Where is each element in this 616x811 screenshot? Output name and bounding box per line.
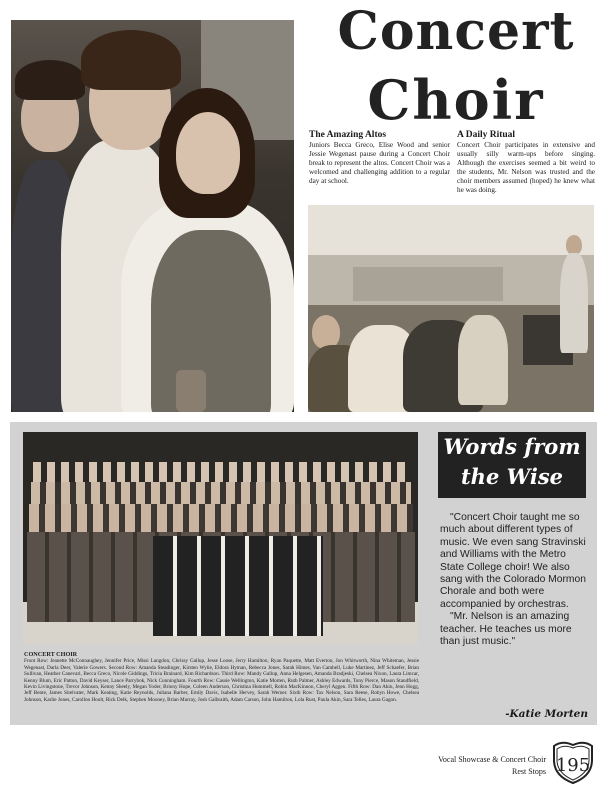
quote-paragraph-1: "Concert Choir taught me so much about different types of music. We even sang Stravinski and Williams with the Metro State College choir! We also sang with the Colorado Mormon Chorale and both were accompanied by orchestras. bbox=[440, 512, 586, 610]
roster bbox=[24, 652, 419, 703]
group-photo bbox=[23, 432, 418, 644]
quote bbox=[440, 512, 588, 648]
caption-ritual bbox=[457, 130, 595, 195]
footer-section bbox=[410, 754, 546, 778]
roster-title: CONCERT CHOIR bbox=[24, 651, 78, 658]
altos-photo bbox=[11, 20, 294, 412]
wise-heading-line2: the Wise bbox=[460, 464, 564, 489]
page-number-shield bbox=[550, 740, 596, 784]
quote-author: -Katie Morten bbox=[505, 708, 588, 720]
warmup-photo bbox=[308, 205, 594, 412]
footer-line2: Rest Stops bbox=[511, 767, 546, 776]
quote-paragraph-2: "Mr. Nelson is an amazing teacher. He teaches us more than just music." bbox=[440, 611, 572, 648]
footer-line1: Vocal Showcase & Concert Choir bbox=[438, 755, 546, 764]
roster-text: Front Row: Jeanette McConnaughey, Jennifer Price, Missi Langdon, Chrissy Gallup, Jesse Loose, Jerry Hamilton, Ryan Paquette, Matt Everton, Jon Whitworth, Nina Whiteman, Jessie Wegenast, Darla Deer, Valerie Gowers. Second Row: Amanda Steadinger, Kirsten Wylie, Eldora Hyman, Rebecca Jones, Sarah Himes, Van Cambell, Luke Martinez, Jeff Schaefer, Brian Sullivan, Heather Canevari, Becca Greco, Nicole Giddings, Tricia Brainard, Kim Richardson. Third Row: Mandy Gallup, Anna Helgesen, Amanda Bradjeski, Chelsea Nixon, Laura Limcar, Kenny Blum, Eric Patton, David Keyser, Lance Parrybok, Nick Cunningham. Fourth Row: Cassie Wellington, Katie Morten, Ruth Palmer, Ashley Edwards, Tony Pierce, Mason Standfield, Kevin Livingstone, Trevor Johnson, Kenny Sheely, Megan Yoder, Briony Hope, Coleen Anderson, Christina Hummell, Robin MacKinnon, Cheryl Aggen. Fifth Row: Dan Akin, Jenn Hogg, Jeff Bente, James Sitelvater, Mark Keating, Katie Reynolds, Juliana Barber, Emily Davis, Isabelle Hervey, Sarah Werner. Sixth Row: Tax Nelson, Sara Reese, Robyn Howe, Chelsea Johnson, Karlie Jones, Carollon Hoult, Rick Delk, Stephen Mooney, Brian Murray, Josh Galbraith, Adam Carson, John Hamilton, Lola Rust, Paula Akin, Sara Telles, Laura Gagon. bbox=[24, 658, 419, 703]
wise-heading bbox=[438, 432, 586, 498]
caption-altos-heading: The Amazing Altos bbox=[309, 130, 387, 140]
page-title-line1: Concert bbox=[337, 1, 575, 62]
caption-altos bbox=[309, 130, 450, 186]
caption-altos-text: Juniors Becca Greco, Elise Wood and senior Jessie Wegenast pause during a Concert Choir break to represent the altos. Concert Choir was a welcomed and challenging addition to a regular day at school. bbox=[309, 141, 450, 185]
shield-icon bbox=[550, 740, 596, 784]
caption-ritual-text: Concert Choir participates in extensive and usually silly warm-ups before singing. Although the exercises seemed a bit weird to the students, Mr. Nelson was trusted and the choir members assumed (hoped) he knew what he was doing. bbox=[457, 141, 595, 194]
page-title-line2: Choir bbox=[367, 68, 545, 132]
caption-ritual-heading: A Daily Ritual bbox=[457, 130, 516, 140]
page-number: 195 bbox=[555, 755, 591, 776]
wise-heading-line1: Words from bbox=[443, 434, 581, 459]
